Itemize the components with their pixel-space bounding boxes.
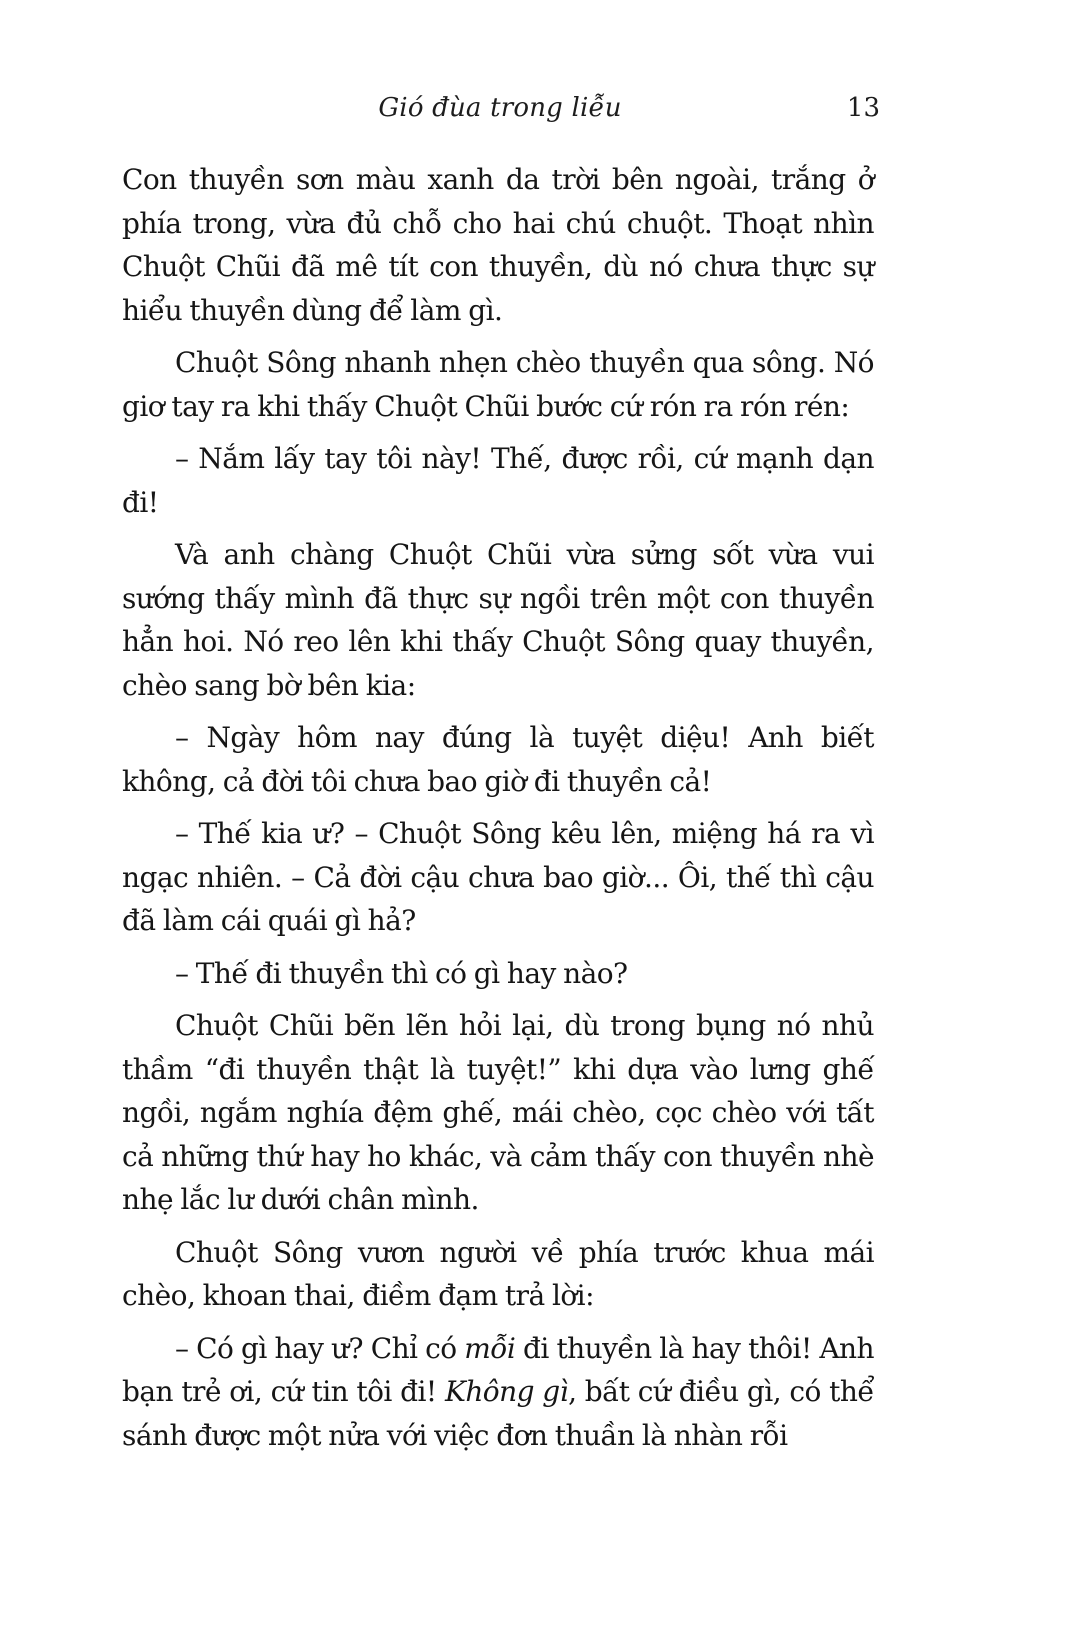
text-segment: – Có gì hay ư? Chỉ có [175,1331,465,1365]
paragraph: Chuột Sông nhanh nhẹn chèo thuyền qua sông. Nó giơ tay ra khi thấy Chuột Chũi bước cứ rón ra rón rén: [122,346,874,423]
text-segment: , bất cứ điều gì, có thể sánh được một nửa với việc đơn thuần là nhàn rỗi [122,1375,874,1452]
page-header [120,92,880,132]
page-body [122,158,874,1466]
dialogue-line: – Ngày hôm nay đúng là tuyệt diệu! Anh biết không, cả đời tôi chưa bao giờ đi thuyền cả! [122,721,874,798]
paragraph: Con thuyền sơn màu xanh da trời bên ngoài, trắng ở phía trong, vừa đủ chỗ cho hai chú chuột. Thoạt nhìn Chuột Chũi đã mê tít con thuyền, dù nó chưa thực sự hiểu thuyền dùng để làm gì. [122,163,874,327]
emphasis-text: Không gì [444,1375,569,1408]
dialogue-line: – Thế kia ư? – Chuột Sông kêu lên, miệng há ra vì ngạc nhiên. – Cả đời cậu chưa bao giờ... Ôi, thế thì cậu đã làm cái quái gì hả? [122,817,874,937]
page-number: 13 [846,93,880,123]
paragraph: Chuột Chũi bẽn lẽn hỏi lại, dù trong bụng nó nhủ thầm “đi thuyền thật là tuyệt!” khi dựa vào lưng ghế ngồi, ngắm nghía đệm ghế, mái chèo, cọc chèo với tất cả những thứ hay ho khác, và cảm thấy con thuyền nhè nhẹ lắc lư dưới chân mình. [122,1009,874,1216]
dialogue-line [122,1327,874,1458]
paragraph: Chuột Sông vươn người về phía trước khua mái chèo, khoan thai, điềm đạm trả lời: [122,1235,874,1312]
text-segment: đi thuyền là hay thôi! Anh bạn trẻ ơi, cứ tin tôi đi! [122,1331,874,1408]
dialogue-line: – Nắm lấy tay tôi này! Thế, được rồi, cứ mạnh dạn đi! [122,442,874,519]
paragraph: Và anh chàng Chuột Chũi vừa sửng sốt vừa vui sướng thấy mình đã thực sự ngồi trên một con thuyền hẳn hoi. Nó reo lên khi thấy Chuột Sông quay thuyền, chèo sang bờ bên kia: [122,538,874,702]
running-title: Gió đùa trong liễu [378,93,622,123]
emphasis-text: mỗi [464,1331,516,1365]
dialogue-line: – Thế đi thuyền thì có gì hay nào? [175,956,628,990]
